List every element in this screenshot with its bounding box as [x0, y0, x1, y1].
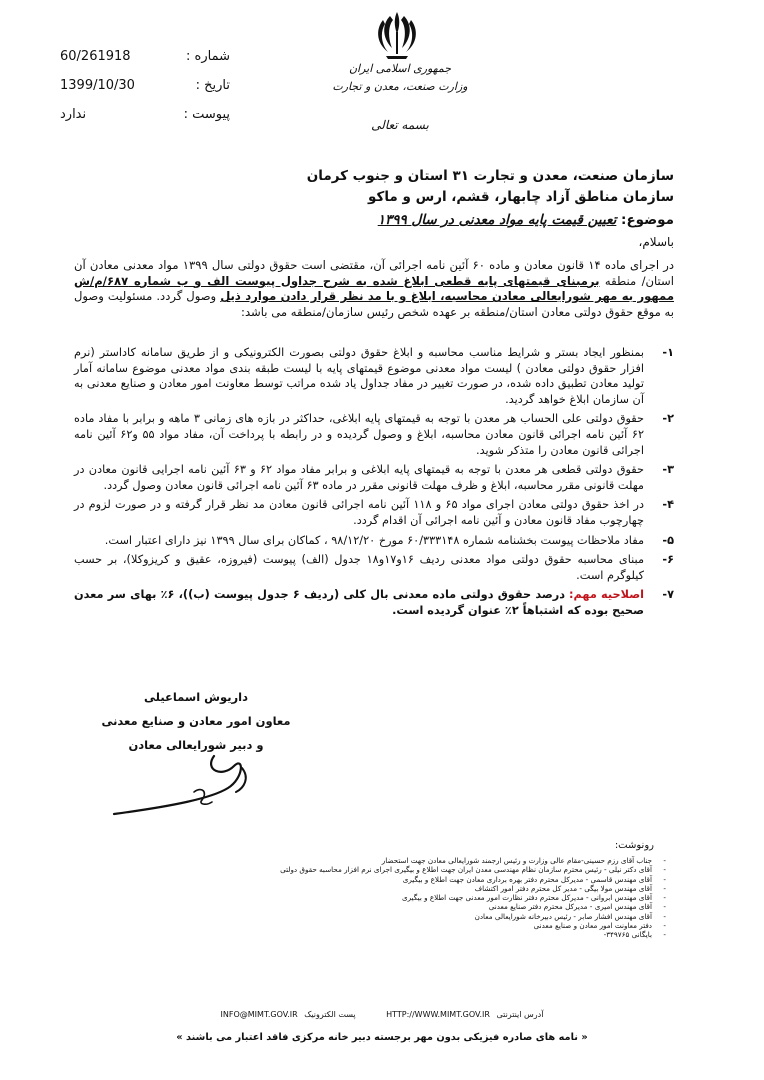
item-text: مبنای محاسبه حقوق دولتی مواد معدنی ردیف ۱۶و۱۷و۱۸ جدول (الف) پیوست (فیروزه، عقیق و کریزوکلا)، بر حسب کیلوگرم است. — [74, 553, 645, 582]
handwritten-signature — [94, 748, 284, 818]
date-value: 1399/10/30 — [60, 78, 135, 93]
footer-email — [221, 1010, 356, 1019]
footer — [0, 1010, 764, 1019]
list-item: - آقای مهندس افشار صابر - رئیس دبیرخانه شورایعالی معادن — [248, 912, 668, 921]
list-item: - آقای مهندس قاسمی - مدیرکل محترم دفتر بهره برداری معادن جهت اطلاع و بیگیری — [248, 875, 668, 884]
ministry-header — [330, 60, 470, 96]
basmala: بسمه تعالی — [371, 118, 429, 132]
list-item — [74, 533, 674, 549]
email-label: پست الکترونیک — [304, 1010, 356, 1019]
number-label: شماره : — [186, 49, 230, 64]
item-text: درصد حقوق دولتی ماده معدنی بال کلی (ردیف ۶ جدول پیوست (ب))، ۶٪ بهای سر معدن صحیح بوده که اشتباهاً ۲٪ عنوان گردیده است. — [74, 588, 644, 617]
attachment-value: ندارد — [60, 107, 87, 122]
body-bold: برمبنای قیمتهای پایه قطعی ابلاغ شده به شرح جداول پیوست الف و ب شماره ۶۸۷/م/ش ممهور به مهر شورایعالی معادن محاسبه، ابلاغ و با مد نظر قرار دادن موارد ذیل — [74, 273, 674, 304]
item-number: ۶- — [662, 553, 674, 567]
ministry-line-2: وزارت صنعت، معدن و تجارت — [332, 80, 468, 93]
email-link[interactable]: INFO@MIMT.GOV.IR — [220, 1010, 298, 1019]
list-item — [74, 587, 674, 618]
list-item — [74, 552, 674, 583]
signatory-title-1: معاون امور معادن و صنایع معدنی — [101, 714, 291, 728]
list-item — [74, 462, 674, 493]
date-row — [60, 71, 230, 100]
item-number: ۲- — [662, 412, 674, 426]
list-item — [74, 411, 674, 458]
item-text: بمنظور ایجاد بستر و شرایط مناسب محاسبه و ابلاغ حقوق دولتی بصورت الکترونیکی و از طریق سامانه کاداستر (نرم افزار حقوق دولتی معادن ) لیست مواد معدنی موضوع قیمتهای پایه با لیست طبقه بندی مواد معدنی موضوع سامانه آمار تولید معادن تطبیق داده شده، در صورت تغییر در مفاد جداول یاد شده مراتب توسط معاونت امور معادن و صنایع معدنی به آن سازمان ابلاغ خواهد گردید. — [74, 346, 644, 406]
item-text: حقوق دولتی قطعی هر معدن با توجه به قیمتهای پایه ابلاغی و برابر مفاد مواد ۶۲ و ۶۳ آئین نامه اجرایی قانون معادن در مهلت قانونی مقرر محاسبه، ابلاغ و ظرف مهلت قانونی مقرر در ماده ۶۳ آئین نامه اجرائی قانون معادن وصول گردد. — [74, 463, 645, 492]
cc-title: رونوشت: — [614, 840, 654, 851]
signatory-title-2: و دبیر شورایعالی معادن — [128, 738, 264, 752]
recipient-1: سازمان صنعت، معدن و تجارت ۳۱ استان و جنوب کرمان — [306, 168, 674, 184]
cc-list — [248, 856, 668, 940]
ministry-line-1: جمهوری اسلامی ایران — [348, 62, 452, 75]
attachment-row — [60, 100, 230, 129]
recipients — [174, 166, 674, 208]
list-item: - آقای مهندس مولا بیگی - مدیر کل محترم دفتر امور اکتشاف — [248, 884, 668, 893]
attachment-label: پیوست : — [183, 107, 230, 122]
body-end: وصول گردد. مسئولیت وصول به موقع حقوق دولتی معادن استان/منطقه بر عهده شخص رئیس سازمان/منطقه می باشد: — [74, 289, 674, 319]
subject-label: موضوع: — [621, 212, 674, 228]
body-paragraph — [74, 258, 674, 320]
item-number: ۴- — [662, 498, 674, 512]
letter-meta — [60, 42, 230, 129]
signatory-block — [96, 685, 296, 757]
list-item — [74, 345, 674, 407]
subject — [154, 209, 674, 231]
web-label: آدرس اینترنتی — [496, 1010, 544, 1019]
list-item: - جناب آقای رزم حسینی-مقام عالی وزارت و رئیس ارجمند شورایعالی معادن جهت استحضار — [248, 856, 668, 865]
list-item: - بایگانی ۳۴۹۷۶۵- — [248, 930, 668, 939]
list-item: - آقای مهندس امیری - مدیرکل محترم دفتر صنایع معدنی — [248, 902, 668, 911]
item-number: ۳- — [662, 463, 674, 477]
list-item: - دفتر معاونت امور معادن و صنایع معدنی — [248, 921, 668, 930]
footer-web — [386, 1010, 543, 1019]
date-label: تاریخ : — [195, 78, 230, 93]
item-number: ۵- — [662, 533, 674, 547]
list-item — [74, 497, 674, 528]
correction-label: اصلاحیه مهم: — [568, 588, 644, 602]
recipient-2: سازمان مناطق آزاد چابهار، قشم، ارس و ماکو — [368, 189, 674, 205]
directives-list — [74, 345, 674, 623]
web-link[interactable]: HTTP://WWW.MIMT.GOV.IR — [386, 1010, 490, 1019]
iran-emblem-icon — [372, 8, 422, 62]
greeting: باسلام، — [638, 235, 674, 249]
body-intro: در اجرای ماده ۱۴ قانون معادن و ماده ۶۰ آئین نامه اجرائی آن، مقتضی است حقوق دولتی سال ۱۳۹۹ مواد معدنی معادن آن استان/ منطقه — [74, 258, 675, 288]
list-item: - آقای دکتر نیلی - رئیس محترم سازمان نظام مهندسی معدن ایران جهت اطلاع و بیگیری اجرای نرم افزار محاسبه حقوق دولتی — [248, 865, 668, 874]
item-text: حقوق دولتی علی الحساب هر معدن با توجه به قیمتهای پایه ابلاغی، حداکثر در بازه های زمانی ۳ ماهه و برابر با مفاد ماده ۶۲ آئین نامه اجرائی قانون معادن محاسبه، ابلاغ و وصول گردیده و در رابطه با پرداخت آن، مفاد مواد ۵۵ و۶۲ آئین نامه اجرائی قانون معادن را متذکر شوید. — [74, 412, 645, 457]
item-text: مفاد ملاحظات پیوست بخشنامه شماره ۶۰/۳۳۳۱۴۸ مورخ ۹۸/۱۲/۲۰ ، کماکان برای سال ۱۳۹۹ نیز دارای اعتبار است. — [104, 533, 644, 547]
validity-notice: « نامه های صادره فیزیکی بدون مهر برجسته دبیر خانه مرکزی فاقد اعتبار می باشند » — [176, 1032, 588, 1043]
item-text: در اخذ حقوق دولتی معادن اجرای مواد ۶۵ و ۱۱۸ آئین نامه اجرائی قانون معادن مد نظر قرار گرفته و در صورت لزوم در چهارچوب مفاد قانون معادن و آئین نامه اجرائی آن اقدام گردد. — [74, 498, 645, 527]
item-number: ۱- — [662, 346, 674, 359]
list-item: - آقای مهندس ابروانی - مدیرکل محترم دفتر نظارت امور معدنی جهت اطلاع و بیگیری — [248, 893, 668, 902]
number-row — [60, 42, 230, 71]
number-value: 60/261918 — [60, 49, 131, 64]
subject-value: تعیین قیمت پایه مواد معدنی در سال ۱۳۹۹ — [377, 212, 617, 228]
signatory-name: داریوش اسماعیلی — [143, 690, 249, 704]
item-number: ۷- — [662, 588, 674, 602]
